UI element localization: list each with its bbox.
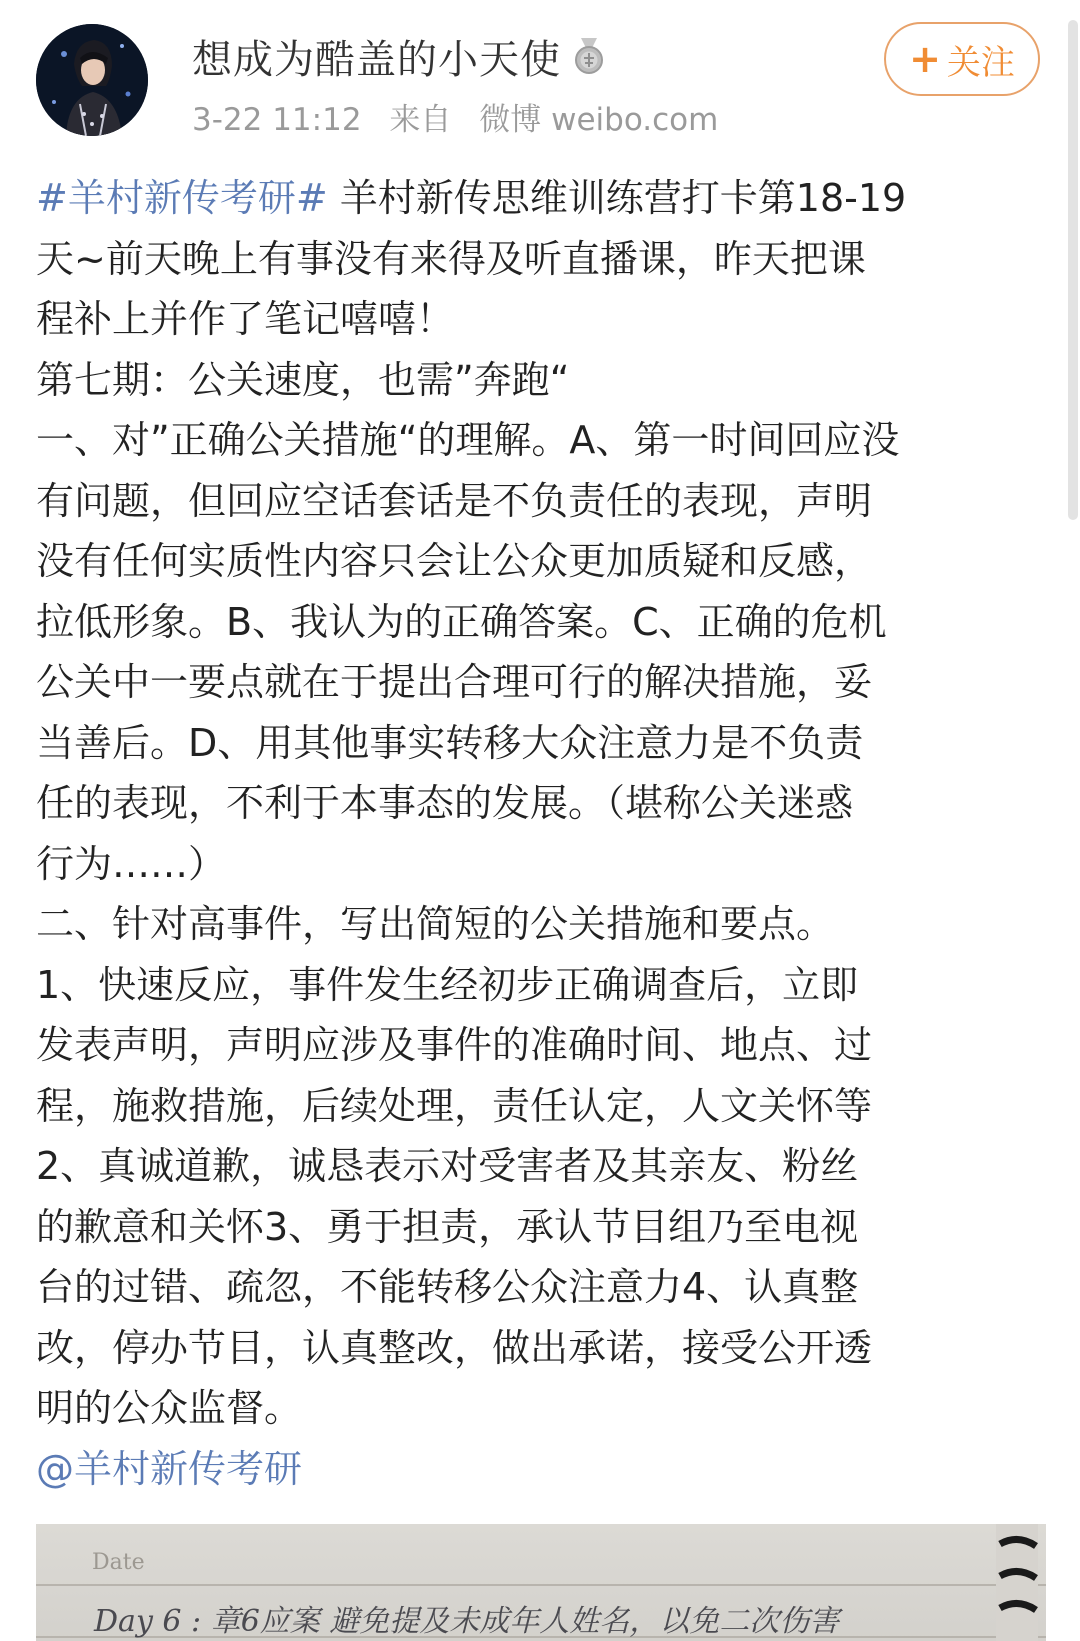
body-line: 的歉意和关怀3、勇于担责，承认节目组乃至电视 — [36, 1204, 859, 1249]
source-app[interactable]: 微博 weibo.com — [479, 102, 719, 138]
body-line: 行为……） — [36, 841, 227, 886]
mention-link[interactable]: @羊村新传考研 — [36, 1446, 303, 1491]
post-meta — [192, 94, 736, 139]
note-handwriting: Day 6 : 章6应案 避免提及未成年人姓名，以免二次伤害 — [94, 1604, 840, 1639]
body-line: 发表声明，声明应涉及事件的准确时间、地点、过 — [36, 1023, 873, 1067]
body-line: 公关中一要点就在于提出合理可行的解决措施，妥 — [36, 660, 873, 704]
body-line: 没有任何实质性内容只会让公众更加质疑和反感， — [36, 539, 873, 583]
username-row — [192, 26, 607, 86]
plus-icon: + — [909, 37, 941, 81]
note-date-label: Date — [92, 1550, 145, 1575]
attached-image[interactable] — [36, 1524, 1046, 1641]
body-line: 程，施救措施，后续处理，责任认定，人文关怀等 — [36, 1083, 873, 1128]
post-timestamp: 3-22 11:12 — [192, 102, 362, 138]
follow-button[interactable] — [884, 22, 1040, 96]
body-line: 明的公众监督。 — [36, 1386, 303, 1430]
body-line: 程补上并作了笔记嘻嘻！ — [36, 297, 455, 341]
topic-link[interactable]: #羊村新传考研# — [36, 176, 328, 220]
body-line: 1、快速反应，事件发生经初步正确调查后，立即 — [36, 962, 859, 1007]
body-line: 当善后。D、用其他事实转移大众注意力是不负责 — [36, 720, 864, 765]
mention-line — [36, 1439, 1046, 1500]
avatar[interactable] — [36, 24, 148, 136]
username[interactable]: 想成为酷盖的小天使 — [192, 36, 561, 83]
body-line: 改，停办节目，认真整改，做出承诺，接受公开透 — [36, 1325, 873, 1370]
body-line-1 — [36, 168, 1046, 229]
body-line: 天~前天晚上有事没有来得及听直播课，昨天把课 — [36, 236, 866, 281]
body-line: 一、对”正确公关措施“的理解。A、第一时间回应没 — [36, 418, 900, 462]
notebook-spiral-icon — [996, 1524, 1038, 1641]
body-line-1-text: 羊村新传思维训练营打卡第18-19 — [327, 176, 907, 220]
avatar-image — [36, 24, 148, 136]
follow-label: 关注 — [946, 42, 1015, 83]
body-line: 有问题，但回应空话套话是不负责任的表现，声明 — [36, 478, 873, 523]
body-line: 任的表现，不利于本事态的发展。（堪称公关迷惑 — [36, 781, 854, 825]
body-line: 拉低形象。B、我认为的正确答案。C、正确的危机 — [36, 599, 887, 644]
body-line: 2、真诚道歉，诚恳表示对受害者及其亲友、粉丝 — [36, 1144, 859, 1188]
post-header — [0, 0, 1080, 160]
body-line: 台的过错、疏忽，不能转移公众注意力4、认真整 — [36, 1265, 859, 1309]
post-body — [36, 168, 1046, 1499]
medal-icon — [571, 36, 607, 76]
notebook-rule — [36, 1584, 1046, 1586]
scrollbar[interactable] — [1068, 20, 1078, 520]
body-line: 第七期：公关速度，也需”奔跑“ — [36, 357, 570, 402]
body-line: 二、针对高事件，写出简短的公关措施和要点。 — [36, 902, 835, 946]
source-prefix: 来自 — [389, 102, 452, 138]
